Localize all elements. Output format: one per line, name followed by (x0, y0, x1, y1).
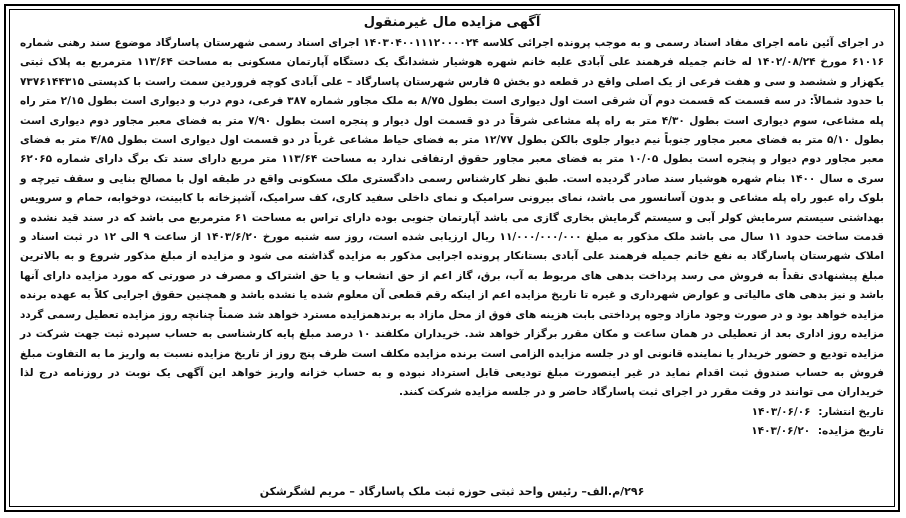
publish-date: ۱۴۰۳/۰۶/۰۶ (751, 405, 811, 418)
auction-date-label: تاریخ مزایده: (817, 425, 884, 438)
publish-date-label: تاریخ انتشار: (818, 405, 884, 418)
notice-inner-border (9, 9, 895, 507)
auction-date-line (20, 422, 884, 441)
notice-title: آگهی مزایده مال غیرمنقول (363, 15, 541, 30)
notice-body: در اجرای آئین نامه اجرای مفاد اسناد رسمی و به موجب پرونده اجرائی کلاسه ۱۴۰۳۰۴۰۰۱۱۱۲۰۰۰۰۲۴ اجرای اسناد رسمی شهرستان پاسارگاد موضوع سند رهنی شماره ۶۱۰۱۶ مورخ ۱۴۰۲/۰۸/۲۴ له خانم جمیله فرهمند علی آبادی علیه خانم شهره هوشیار ششدانگ یک دستگاه آپارتمان مسکونی به مساحت ۱۱۳/۶۴ مترمربع به پلاک ثبتی یکهزار و ششصد و سی و هفت فرعی از یک اصلی واقع در قطعه دو بخش ۵ فارس شهرستان پاسارگاد – علی آبادی کوچه فروردین سمت راست با کدپستی ۷۳۷۶۱۴۴۳۱۵ با حدود شمالاً: در سه قسمت که قسمت دوم آن شرقی است اول دیواری است بطول ۸/۷۵ به ملک مجاور شماره ۳۸۷ فرعی، دوم درب و دیواری است بطول ۲/۱۵ متر راه پله مشاعی، سوم دیواری است بطول ۴/۳۰ متر به راه پله مشاعی شرقاً در دو قسمت اول دیوار و پنجره است بطول ۷/۹۰ متر به فضای معبر مجاور دوم دیواری است بطول ۵/۱۰ متر به فضای معبر مجاور جنوباً نیم دیوار جلوی بالکن بطول ۱۲/۷۷ متر به فضای حیاط مشاعی غرباً در دو قسمت اول دیواری است بطول ۴/۸۵ متر به فضای معبر مجاور دوم دیوار و پنجره است بطول ۱۰/۰۵ متر به فضای معبر مجاور حقوق ارتفاقی ندارد به مساحت ۱۱۳/۶۴ متر مربع دارای سند تک برگ دارای شماره ۶۲۰۶۵ سری ه سال ۱۴۰۰ بنام شهره هوشیار سند صادر گردیده است. طبق نظر کارشناس رسمی دادگستری ملک مسکونی واقع در طبقه اول با مصالح بنایی و سقف تیرچه و بلوک راه عبور راه پله مشاعی و بدون آسانسور می باشد، نمای بیرونی سرامیک و نمای داخلی سفید کاری، کف سرامیک، آشپزخانه با کابینت، دوخوابه، حمام و سرویس بهداشتی سیستم سرمایش کولر آبی و سیستم گرمایش بخاری گازی می باشد آپارتمان جنوبی بوده دارای تراس به مساحت ۶۱ مترمربع می باشد که در سند قید نشده و قدمت ساخت حدود ۱۱ سال می باشد ملک مذکور به مبلغ ۱۱/۰۰۰/۰۰۰/۰۰۰ ریال ارزیابی شده است، روز سه شنبه مورخ ۱۴۰۳/۶/۲۰ از ساعت ۹ الی ۱۲ در ثبت اسناد و املاک شهرستان پاسارگاد به نفع خانم جمیله فرهمند علی آبادی بستانکار پرونده اجرایی مذکور به مزایده گذاشته می شود و مزایده از مبلغ مذکور شروع و به بالاترین مبلغ پیشنهادی نقداً به فروش می رسد پرداخت بدهی های مربوط به آب، برق، گاز اعم از حق انشعاب و یا حق اشتراک و مصرف در صورتی که مورد مزایده دارای آنها باشد و نیز بدهی های مالیاتی و عوارض شهرداری و غیره تا تاریخ مزایده اعم از اینکه رقم قطعی آن معلوم شده یا نشده باشد و همچنین حقوق اجرایی کلاً به عهده برنده مزایده خواهد بود و در صورت وجود مازاد وجوه پرداختی بابت هزینه های فوق از محل مازاد به برندهمزایده مسترد خواهد شد ضمناً چنانچه روز مزایده تعطیل رسمی گردد مزایده روز اداری بعد از تعطیلی در همان ساعت و مکان مقرر برگزار خواهد شد. خریداران مکلفند ۱۰ درصد مبلغ پایه کارشناسی به حساب سپرده ثبت جهت شرکت در مزایده تودیع و حضور خریدار یا نماینده قانونی او در جلسه مزایده الزامی است برنده مزایده مکلف است ظرف پنج روز از تاریخ مزایده نسبت به واریز ما به التفاوت مبلغ فروش به حساب صندوق ثبت اقدام نماید در غیر اینصورت مبلغ تودیعی قابل استرداد نبوده و به حساب خزانه واریز خواهد این آگهی یک نوبت در روزنامه درج لذا خریداران می توانند در وقت مقرر در اجرای ثبت پاسارگاد حاضر و در جلسه مزایده شرکت کنند. (20, 37, 885, 399)
notice-frame (4, 4, 900, 512)
publish-date-line (20, 403, 884, 422)
auction-date: ۱۴۰۳/۰۶/۲۰ (751, 425, 811, 438)
notice-signature: ۲۹۶/م.الف– رئیس واحد ثبتی حوزه ثبت ملک پاسارگاد – مریم لشگرشکن (259, 485, 645, 498)
